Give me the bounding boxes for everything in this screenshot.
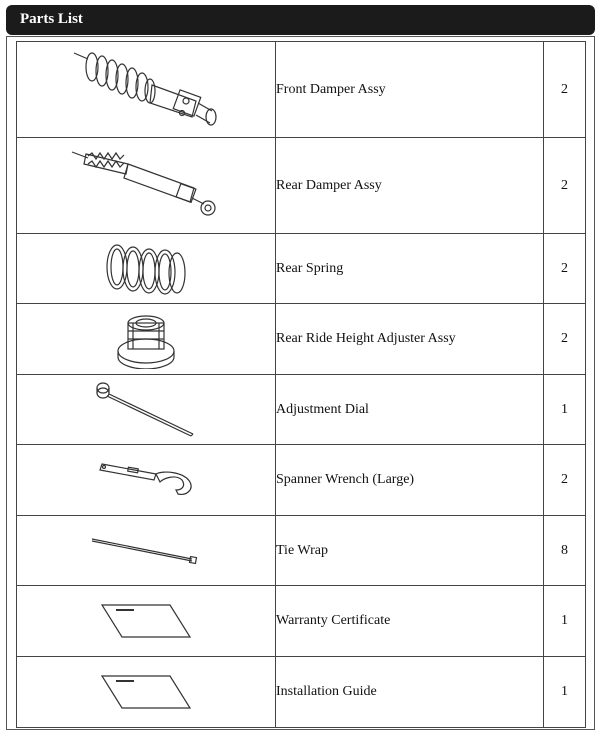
table-row bbox=[17, 304, 586, 375]
spring-icon bbox=[101, 239, 191, 299]
part-image-cell bbox=[17, 304, 276, 375]
part-name: Rear Spring bbox=[276, 234, 544, 304]
part-name: Front Damper Assy bbox=[276, 42, 544, 138]
part-qty: 2 bbox=[544, 42, 586, 138]
part-qty: 8 bbox=[544, 516, 586, 586]
part-image-cell bbox=[17, 138, 276, 234]
tie-wrap-icon bbox=[90, 533, 202, 569]
table-row bbox=[17, 516, 586, 586]
table-row bbox=[17, 375, 586, 445]
table-row bbox=[17, 234, 586, 304]
part-qty: 2 bbox=[544, 234, 586, 304]
table-row bbox=[17, 42, 586, 138]
part-image-cell bbox=[17, 375, 276, 445]
table-row bbox=[17, 138, 586, 234]
part-name: Rear Damper Assy bbox=[276, 138, 544, 234]
part-qty: 1 bbox=[544, 586, 586, 657]
part-name: Adjustment Dial bbox=[276, 375, 544, 445]
part-name: Installation Guide bbox=[276, 657, 544, 728]
table-row bbox=[17, 445, 586, 516]
table-row bbox=[17, 586, 586, 657]
part-image-cell bbox=[17, 42, 276, 138]
table-row bbox=[17, 657, 586, 728]
part-image-cell bbox=[17, 445, 276, 516]
part-name: Rear Ride Height Adjuster Assy bbox=[276, 304, 544, 375]
part-image-cell bbox=[17, 516, 276, 586]
parts-table bbox=[16, 41, 586, 728]
part-qty: 2 bbox=[544, 304, 586, 375]
rear-damper-icon bbox=[66, 146, 226, 226]
part-image-cell bbox=[17, 657, 276, 728]
part-qty: 1 bbox=[544, 375, 586, 445]
part-qty: 2 bbox=[544, 445, 586, 516]
part-name: Tie Wrap bbox=[276, 516, 544, 586]
certificate-icon bbox=[98, 601, 194, 641]
wrench-icon bbox=[96, 460, 196, 500]
section-title: Parts List bbox=[20, 11, 83, 27]
dial-icon bbox=[91, 378, 201, 442]
part-image-cell bbox=[17, 586, 276, 657]
section-header bbox=[6, 5, 595, 35]
part-qty: 1 bbox=[544, 657, 586, 728]
front-damper-icon bbox=[66, 45, 226, 135]
guide-icon bbox=[98, 672, 194, 712]
part-name: Spanner Wrench (Large) bbox=[276, 445, 544, 516]
part-qty: 2 bbox=[544, 138, 586, 234]
adjuster-icon bbox=[111, 309, 181, 369]
part-image-cell bbox=[17, 234, 276, 304]
part-name: Warranty Certificate bbox=[276, 586, 544, 657]
